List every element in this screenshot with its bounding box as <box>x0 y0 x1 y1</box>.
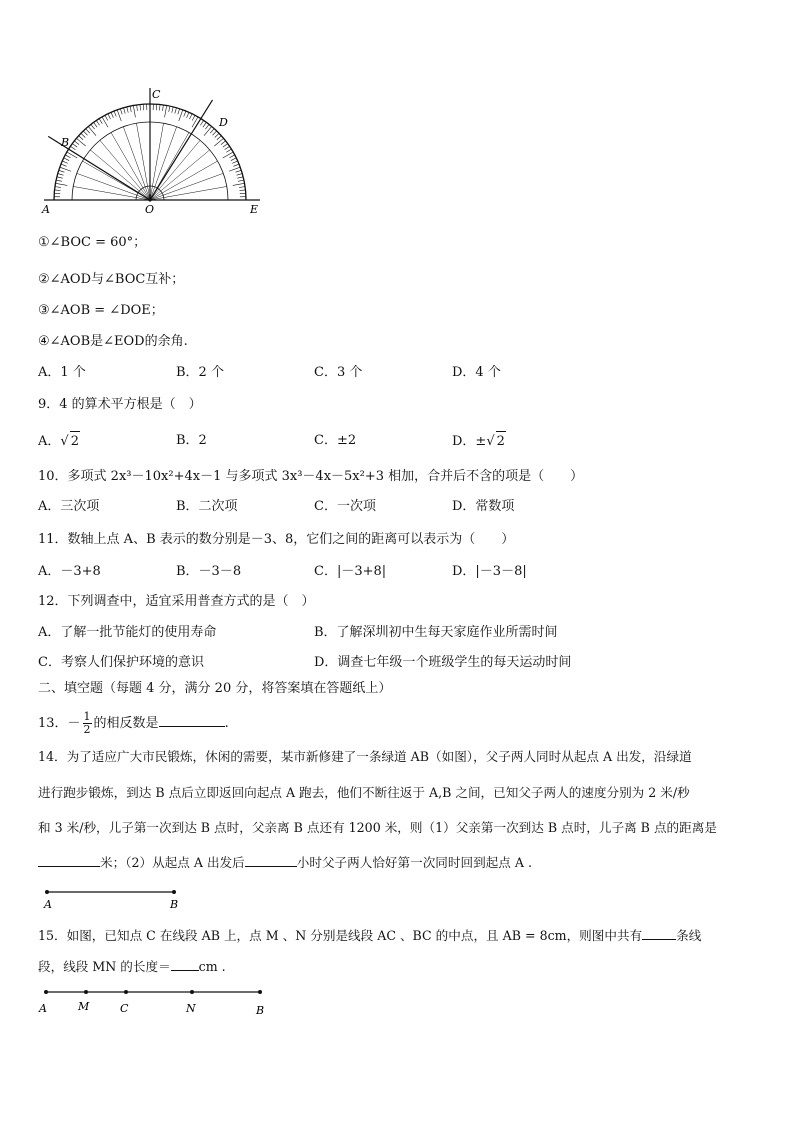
protractor-tick <box>169 106 170 112</box>
protractor-tick <box>72 144 77 148</box>
q13-answer-blank[interactable] <box>159 712 225 727</box>
protractor-tick <box>57 177 63 178</box>
q8-statement-1: ①∠BOC = 60°； <box>38 235 147 250</box>
protractor-tick <box>179 110 183 121</box>
protractor-tick <box>102 117 108 127</box>
protractor-tick <box>117 110 121 121</box>
protractor-tick <box>233 183 245 185</box>
q9-option-a-radicand: 2 <box>70 431 80 452</box>
protractor-tick <box>111 112 113 117</box>
protractor-tick <box>187 112 189 117</box>
label-B: B <box>170 898 179 911</box>
protractor-tick <box>86 129 90 133</box>
q10-option-c: C．一次项 <box>314 499 376 514</box>
protractor <box>44 88 260 202</box>
q15-line-2a: 段，线段 MN 的长度＝ <box>38 959 171 974</box>
q12-option-d: D．调查七年级一个班级学生的每天运动时间 <box>314 655 572 670</box>
protractor-tick <box>140 105 141 111</box>
q9-option-b: B．2 <box>176 433 207 448</box>
label-A: A <box>39 1002 47 1015</box>
sqrt-icon: √ <box>60 434 69 449</box>
label-E: E <box>250 203 259 216</box>
q14-answer-blank-1[interactable] <box>38 852 100 867</box>
q9-stem: 9．4 的算术平方根是（ ） <box>38 397 202 412</box>
point-B <box>172 890 176 894</box>
q8-statement-2: ②∠AOD与∠BOC互补； <box>38 272 185 287</box>
protractor-tick <box>55 187 61 188</box>
protractor-tick <box>130 106 131 112</box>
q12-option-c: C．考察人们保护环境的意识 <box>38 655 204 670</box>
protractor-tick <box>94 122 98 127</box>
q14-line-3: 和 3 米/秒，儿子第一次到达 B 点时，父亲离 B 点还有 1200 米，则（1）父亲第一次到达 B 点时，儿子离 B 点的距离是 <box>38 820 717 835</box>
protractor-tick <box>237 174 243 176</box>
point-B <box>258 990 262 994</box>
q9-option-d-radicand: 2 <box>496 431 506 452</box>
protractor-tick <box>159 105 160 111</box>
q15-answer-blank-1[interactable] <box>642 925 676 940</box>
label-C: C <box>120 1002 129 1015</box>
protractor-tick <box>133 105 135 117</box>
q15-line-1 <box>38 925 701 946</box>
q11-option-d: D．|－3－8| <box>452 564 527 579</box>
point-O <box>148 198 151 201</box>
q14-line-2: 进行跑步锻炼，到达 B 点后立即返回向起点 A 跑去，他们不断往返于 A,B 之间，已知父子两人的速度分别为 2 米/秒 <box>38 785 690 800</box>
protractor-tick <box>232 161 237 163</box>
protractor-tick <box>210 129 214 133</box>
q9-option-d-label: D．± <box>452 434 487 449</box>
q11-option-c: C．|－3+8| <box>314 564 387 579</box>
protractor-tick <box>108 114 111 119</box>
protractor-tick <box>236 170 242 172</box>
protractor-tick <box>200 120 203 125</box>
q8-statement-4: ④∠AOB是∠EOD的余角. <box>38 334 188 349</box>
protractor-tick <box>172 107 173 113</box>
q14-line-1: 14．为了适应广大市民锻炼，休闲的需要，某市新修建了一条绿道 AB（如图），父子两人同时从起点 A 出发，沿绿道 <box>38 749 692 764</box>
protractor-tick <box>60 167 71 171</box>
q15-answer-blank-2[interactable] <box>171 956 199 971</box>
protractor-tick <box>231 158 236 161</box>
q13-prefix: 13．－ <box>38 716 81 731</box>
q13-text: 的相反数是 <box>93 716 159 731</box>
label-C: C <box>152 88 161 101</box>
label-D: D <box>219 116 228 129</box>
label-B: B <box>61 136 70 149</box>
protractor-tick <box>189 114 192 119</box>
q14-segment-figure <box>38 884 198 914</box>
protractor-tick <box>58 174 64 176</box>
protractor-tick <box>233 164 239 166</box>
protractor-tick <box>61 164 67 166</box>
q10-option-d: D．常数项 <box>452 499 515 514</box>
q8-option-a: A．1 个 <box>38 365 86 380</box>
point-C <box>124 990 128 994</box>
protractor-tick <box>79 136 83 140</box>
protractor-tick <box>192 115 195 120</box>
protractor-tick <box>204 126 212 135</box>
q10-stem: 10．多项式 2x³－10x²+4x－1 与多项式 3x³－4x－5x²+3 相加，合并后不含的项是（ ） <box>38 469 584 484</box>
q13 <box>38 711 229 736</box>
protractor-tick <box>88 126 96 135</box>
protractor-tick <box>229 167 240 171</box>
protractor-tick <box>64 158 69 161</box>
q9-option-a <box>38 431 80 452</box>
protractor-tick <box>83 131 87 135</box>
q12-option-a: A．了解一批节能灯的使用寿命 <box>38 625 217 640</box>
label-N: N <box>186 1002 196 1015</box>
q14-line-4a: 米；（2）从起点 A 出发后 <box>100 855 245 870</box>
q10-option-a: A．三次项 <box>38 499 100 514</box>
q8-option-d: D．4 个 <box>452 365 501 380</box>
protractor-tick <box>81 133 85 137</box>
q10-option-b: B．二次项 <box>176 499 238 514</box>
protractor-tick <box>226 149 231 152</box>
protractor-tick <box>184 111 186 117</box>
q12-option-b: B．了解深圳初中生每天家庭作业所需时间 <box>314 625 558 640</box>
label-O: O <box>145 203 155 216</box>
protractor-tick <box>221 141 226 145</box>
q14-answer-blank-2[interactable] <box>245 852 297 867</box>
protractor-tick <box>215 133 219 137</box>
sqrt-icon: √ <box>486 434 495 449</box>
protractor-tick <box>214 138 223 146</box>
q15-line-2 <box>38 956 226 977</box>
protractor-tick <box>178 109 180 115</box>
protractor-tick <box>99 119 102 124</box>
protractor-tick <box>175 108 177 114</box>
protractor-tick <box>105 115 108 120</box>
protractor-tick <box>96 120 99 125</box>
label-A: A <box>42 203 50 216</box>
protractor-tick <box>114 111 116 117</box>
protractor-tick <box>223 152 233 158</box>
protractor-tick <box>127 107 128 113</box>
q9-option-d <box>452 431 506 452</box>
q9-option-a-label: A． <box>38 434 61 449</box>
protractor-tick <box>65 155 70 158</box>
protractor-tick <box>237 177 243 178</box>
point-A <box>44 990 48 994</box>
protractor-tick <box>223 144 228 148</box>
label-M: M <box>78 1000 90 1013</box>
protractor-tick <box>62 161 67 163</box>
protractor-tick <box>55 190 61 191</box>
q12-stem: 12．下列调查中，适宜采用普查方式的是（ ） <box>38 594 315 609</box>
fraction-denominator: 2 <box>83 723 91 736</box>
protractor-tick <box>74 141 79 145</box>
q11-stem: 11．数轴上点 A、B 表示的数分别是－3、8，它们之间的距离可以表示为（ ） <box>38 532 515 547</box>
protractor-tick <box>225 146 230 149</box>
protractor-tick <box>59 170 65 172</box>
q15-line-1a: 15．如图，已知点 C 在线段 AB 上，点 M 、N 分别是线段 AC 、BC 的中点，且 AB = 8cm，则图中共有 <box>38 928 643 943</box>
protractor-tick <box>165 105 167 117</box>
q8-option-c: C．3 个 <box>314 365 363 380</box>
q14-line-4 <box>38 852 532 873</box>
section-heading-fill-blank: 二、填空题（每题 4 分，满分 20 分，将答案填在答题纸上） <box>38 681 392 696</box>
protractor-tick <box>238 180 244 181</box>
q14-line-4b: 小时父子两人恰好第一次同时回到起点 A . <box>296 855 532 870</box>
protractor-tick <box>203 122 207 127</box>
protractor-tick <box>229 155 234 158</box>
protractor-tick <box>55 183 67 185</box>
q9-option-c: C．±2 <box>314 433 357 448</box>
q15-line-2b: cm . <box>198 959 226 974</box>
protractor-tick <box>56 180 62 181</box>
protractor-tick <box>120 109 122 115</box>
label-A: A <box>44 898 52 911</box>
q11-option-a: A．－3+8 <box>38 564 101 579</box>
protractor-tick <box>217 136 221 140</box>
point-N <box>190 990 194 994</box>
point-M <box>84 990 88 994</box>
label-B: B <box>256 1004 265 1017</box>
protractor-tick <box>137 105 138 111</box>
q11-option-b: B．－3－8 <box>176 564 242 579</box>
protractor-tick <box>239 187 245 188</box>
protractor-tick <box>205 124 209 129</box>
q8-statement-3: ③∠AOB = ∠DOE； <box>38 303 164 318</box>
protractor-tick <box>76 138 85 146</box>
q8-option-b: B．2 个 <box>176 365 224 380</box>
protractor-tick <box>70 146 75 149</box>
protractor-tick <box>240 190 246 191</box>
protractor-tick <box>163 105 164 111</box>
protractor-tick <box>213 131 217 135</box>
q15-line-1b: 条线 <box>676 928 702 943</box>
point-A <box>45 890 49 894</box>
fraction-numerator: 1 <box>83 710 91 723</box>
fraction <box>83 711 92 736</box>
protractor-figure <box>38 86 268 216</box>
protractor-tick <box>91 124 95 129</box>
q15-segment-figure <box>34 984 274 1018</box>
protractor-tick <box>124 108 126 114</box>
q13-end: . <box>224 716 229 731</box>
